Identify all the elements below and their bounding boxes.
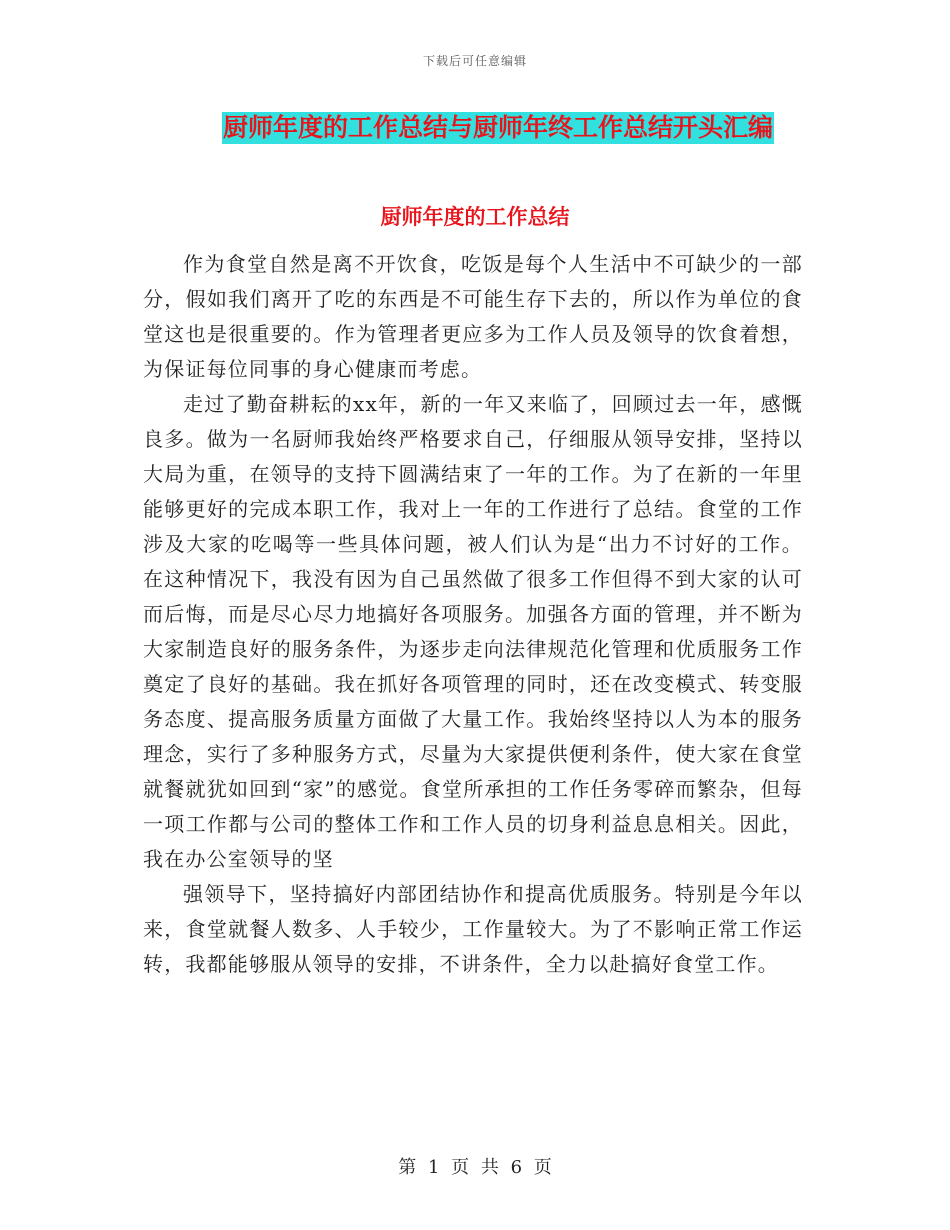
header-note: 下载后可任意编辑 — [422, 54, 527, 68]
page-number-footer: 第 1 页 共 6 页 — [398, 1157, 552, 1178]
main-title-container — [0, 112, 950, 144]
paragraph: 作为食堂自然是离不开饮食，吃饭是每个人生活中不可缺少的一部分，假如我们离开了吃的东西是不可能生存下去的，所以作为单位的食堂这也是很重要的。作为管理者更应多为工作人员及领导的饮食着想，为保证每位同事的身心健康而考虑。 — [143, 252, 803, 381]
document-body — [143, 247, 803, 982]
paragraph: 走过了勤奋耕耘的xx年，新的一年又来临了，回顾过去一年，感慨良多。做为一名厨师我始终严格要求自己，仔细服从领导安排，坚持以大局为重，在领导的支持下圆满结束了一年的工作。为了在新的一年里能够更好的完成本职工作，我对上一年的工作进行了总结。食堂的工作涉及大家的吃喝等一些具体问题，被人们认为是“出力不讨好的工作。在这种情况下，我没有因为自己虽然做了很多工作但得不到大家的认可而后悔，而是尽心尽力地搞好各项服务。加强各方面的管理，并不断为大家制造良好的服务条件，为逐步走向法律规范化管理和优质服务工作奠定了良好的基础。我在抓好各项管理的同时，还在改变模式、转变服务态度、提高服务质量方面做了大量工作。我始终坚持以人为本的服务理念，实行了多种服务方式，尽量为大家提供便利条件，使大家在食堂就餐就犹如回到“家”的感觉。食堂所承担的工作任务零碎而繁杂，但每一项工作都与公司的整体工作和工作人员的切身利益息息相关。因此，我在办公室领导的坚 — [143, 392, 803, 871]
section-title: 厨师年度的工作总结 — [380, 204, 570, 229]
paragraph: 强领导下，坚持搞好内部团结协作和提高优质服务。特别是今年以来，食堂就餐人数多、人手较少，工作量较大。为了不影响正常工作运转，我都能够服从领导的安排，不讲条件，全力以赴搞好食堂工作。 — [143, 882, 803, 976]
main-title: 厨师年度的工作总结与厨师年终工作总结开头汇编 — [222, 113, 773, 142]
